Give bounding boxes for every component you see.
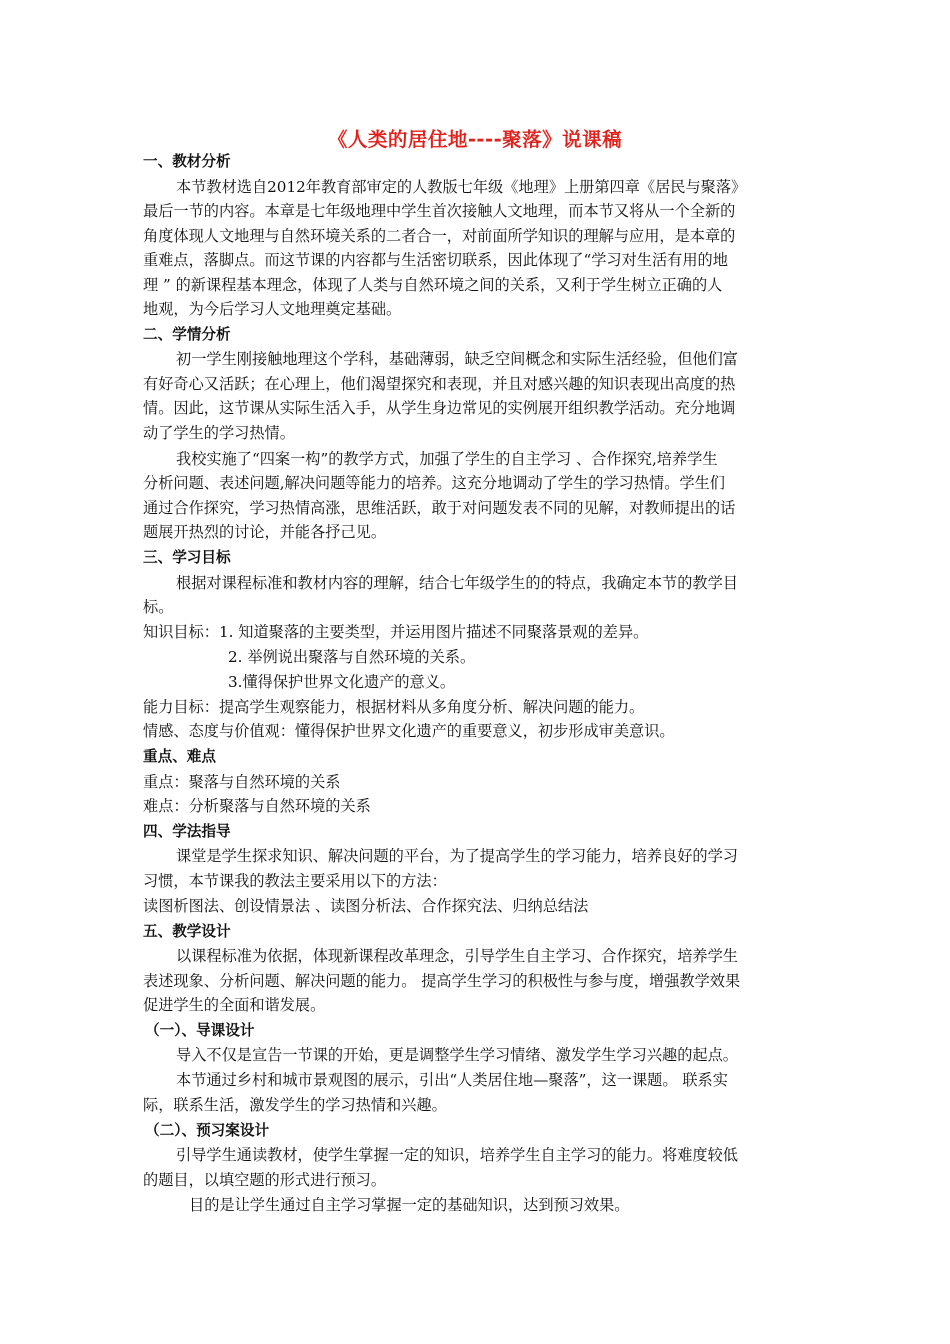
section-heading-1: 一、教材分析: [143, 153, 231, 170]
subsection-heading-2: （二）、预习案设计: [145, 1122, 270, 1139]
paragraph-line: 动了学生的学习热情。: [143, 424, 295, 442]
method-list: 读图析图法、创设情景法 、读图分析法、合作探究法、归纳总结法: [143, 897, 589, 915]
paragraph-line: 分析问题、表述问题,解决问题等能力的培养。这充分地调动了学生的学习热情。学生们: [143, 474, 725, 492]
objective-line: 情感、态度与价值观：懂得保护世界文化遗产的重要意义，初步形成审美意识。: [143, 722, 675, 740]
paragraph-line: 角度体现人文地理与自然环境关系的二者合一，对前面所学知识的理解与应用，是本章的: [143, 227, 736, 245]
paragraph-line: 理 ” 的新课程基本理念，体现了人类与自然环境之间的关系，又利于学生树立正确的人: [143, 276, 723, 294]
section-heading-key-points: 重点、难点: [143, 748, 216, 765]
subsection-heading-1: （一）、导课设计: [145, 1022, 255, 1039]
paragraph-line: 有好奇心又活跃；在心理上，他们渴望探究和表现，并且对感兴趣的知识表现出高度的热: [143, 375, 736, 393]
paragraph-line: 最后一节的内容。本章是七年级地理中学生首次接触人文地理，而本节又将从一个全新的: [143, 202, 736, 220]
paragraph-line: 情。因此，这节课从实际生活入手，从学生身边常见的实例展开组织教学活动。充分地调: [143, 399, 736, 417]
paragraph-line: 我校实施了“四案一构”的教学方式，加强了学生的自主学习 、合作探究,培养学生: [176, 450, 718, 468]
paragraph-line: 本节通过乡村和城市景观图的展示，引出“人类居住地—聚落”，这一课题。 联系实: [176, 1071, 728, 1089]
paragraph-line: 以课程标准为依据，体现新课程改革理念，引导学生自主学习、合作探究，培养学生: [176, 947, 738, 965]
paragraph-line: 导入不仅是宣告一节课的开始，更是调整学生学习情绪、激发学生学习兴趣的起点。: [176, 1046, 738, 1064]
section-heading-3: 三、学习目标: [143, 549, 231, 566]
paragraph-line: 表述现象、分析问题、解决问题的能力。 提高学生学习的积极性与参与度，增强教学效果: [143, 972, 741, 990]
paragraph-line: 际，联系生活，激发学生的学习热情和兴趣。: [143, 1096, 447, 1114]
key-point-line: 重点：聚落与自然环境的关系: [143, 773, 341, 791]
paragraph-line: 标。: [143, 598, 174, 616]
paragraph-line: 初一学生刚接触地理这个学科，基础薄弱，缺乏空间概念和实际生活经验，但他们富: [176, 350, 738, 368]
section-heading-5: 五、教学设计: [143, 923, 231, 940]
paragraph-line: 引导学生通读教材，使学生掌握一定的知识，培养学生自主学习的能力。将难度较低: [176, 1146, 738, 1164]
difficulty-line: 难点：分析聚落与自然环境的关系: [143, 797, 371, 815]
objective-line: 3.懂得保护世界文化遗产的意义。: [228, 673, 456, 691]
paragraph-line: 习惯，本节课我的教法主要采用以下的方法：: [143, 872, 447, 890]
paragraph-line: 根据对课程标准和教材内容的理解，结合七年级学生的的特点，我确定本节的教学目: [176, 574, 738, 592]
objective-line: 2. 举例说出聚落与自然环境的关系。: [228, 648, 476, 666]
paragraph-line: 的题目，以填空题的形式进行预习。: [143, 1171, 386, 1189]
paragraph-line: 通过合作探究，学习热情高涨，思维活跃，敢于对问题发表不同的见解，对教师提出的话: [143, 499, 736, 517]
paragraph-line: 课堂是学生探求知识、解决问题的平台，为了提高学生的学习能力，培养良好的学习: [176, 847, 738, 865]
paragraph-line: 重难点，落脚点。而这节课的内容都与生活密切联系，因此体现了“学习对生活有用的地: [143, 251, 728, 269]
objective-line: 能力目标：提高学生观察能力，根据材料从多角度分析、解决问题的能力。: [143, 698, 645, 716]
paragraph-line: 题展开热烈的讨论，并能各抒己见。: [143, 523, 386, 541]
paragraph-line: 促进学生的全面和谐发展。: [143, 996, 326, 1014]
paragraph-line: 目的是让学生通过自主学习掌握一定的基础知识，达到预习效果。: [189, 1196, 630, 1214]
paragraph-line: 本节教材选自2012年教育部审定的人教版七年级《地理》上册第四章《居民与聚落》: [176, 178, 747, 196]
document-title: 《人类的居住地----聚落》说课稿: [327, 128, 623, 151]
section-heading-4: 四、学法指导: [143, 823, 231, 840]
paragraph-line: 地观，为今后学习人文地理奠定基础。: [143, 300, 402, 318]
objective-line: 知识目标：1. 知道聚落的主要类型，并运用图片描述不同聚落景观的差异。: [143, 623, 649, 641]
section-heading-2: 二、学情分析: [143, 326, 231, 343]
